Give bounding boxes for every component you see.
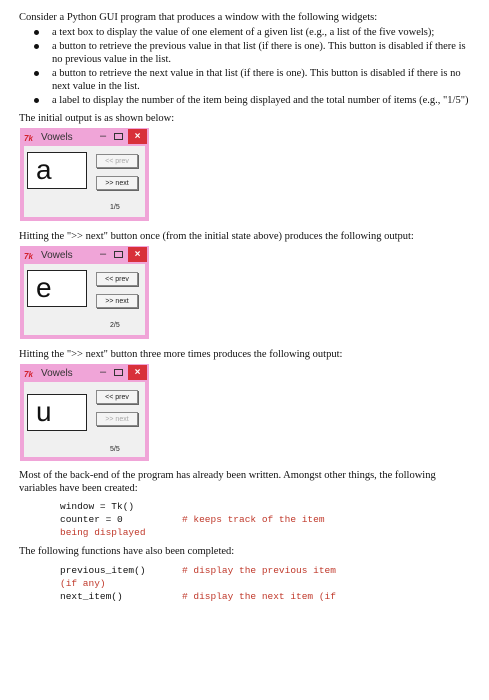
value-textbox[interactable]: u	[27, 394, 87, 431]
prev-button[interactable]: << prev	[96, 390, 138, 404]
code-comment: being displayed	[60, 527, 146, 538]
tk-feather-icon: 7k	[24, 370, 33, 379]
close-button[interactable]: ×	[128, 129, 147, 144]
window-client-area	[24, 382, 145, 457]
minimize-button[interactable]: –	[100, 248, 107, 260]
code-comment: (if any)	[60, 578, 106, 589]
close-button[interactable]: ×	[128, 247, 147, 262]
next-button[interactable]: >> next	[96, 412, 138, 426]
tk-feather-icon: 7k	[24, 134, 33, 143]
minimize-button[interactable]: –	[100, 366, 107, 378]
counter-label: 5/5	[110, 446, 120, 453]
code-line: previous_item() # display the previous item	[60, 565, 336, 576]
vowels-window-final	[20, 364, 149, 461]
maximize-button[interactable]	[114, 251, 123, 258]
bullet-icon	[34, 44, 39, 49]
maximize-button[interactable]	[114, 133, 123, 140]
value-textbox[interactable]: e	[27, 270, 87, 307]
tk-feather-icon: 7k	[24, 252, 33, 261]
close-button[interactable]: ×	[128, 365, 147, 380]
window-title-bar	[20, 364, 149, 382]
caption-after-three: Hitting the ">> next" button three more times produces the following output:	[19, 349, 343, 360]
code-line: next_item() # display the next item (if	[60, 591, 336, 602]
vowels-window-second	[20, 246, 149, 339]
counter-label: 2/5	[110, 322, 120, 329]
code-line: window = Tk()	[60, 501, 135, 512]
maximize-button[interactable]	[114, 369, 123, 376]
caption-functions: The following functions have also been completed:	[19, 546, 235, 557]
window-client-area	[24, 146, 145, 217]
list-item: a label to display the number of the item being displayed and the total number of items (e.g., "1/5")	[19, 94, 474, 107]
prev-button[interactable]: << prev	[96, 272, 138, 286]
window-title: Vowels	[41, 368, 73, 379]
list-item: a button to retrieve the previous value in that list (if there is one). This button is disabled if there is no previous value in the list.	[19, 40, 474, 66]
code-block-variables	[19, 500, 474, 539]
window-client-area	[24, 264, 145, 335]
intro-paragraph: Consider a Python GUI program that produces a window with the following widgets:	[19, 12, 378, 23]
window-title-bar	[20, 128, 149, 146]
window-title: Vowels	[41, 250, 73, 261]
bullet-icon	[34, 98, 39, 103]
code-block-functions	[19, 564, 474, 603]
caption-initial: The initial output is as shown below:	[19, 113, 175, 124]
prev-button[interactable]: << prev	[96, 154, 138, 168]
code-comment: # keeps track of the item	[182, 514, 325, 525]
next-button[interactable]: >> next	[96, 176, 138, 190]
list-item: a button to retrieve the next value in that list (if there is one). This button is disabled if there is no next value in the list.	[19, 67, 474, 93]
widget-list	[19, 26, 474, 107]
next-button[interactable]: >> next	[96, 294, 138, 308]
caption-after-one: Hitting the ">> next" button once (from the initial state above) produces the following output:	[19, 231, 414, 242]
value-textbox[interactable]: a	[27, 152, 87, 189]
code-comment: # display the previous item	[182, 565, 336, 576]
window-title-bar	[20, 246, 149, 264]
code-comment: # display the next item (if	[182, 591, 336, 602]
minimize-button[interactable]: –	[100, 130, 107, 142]
vowels-window-initial	[20, 128, 149, 221]
counter-label: 1/5	[110, 204, 120, 211]
window-title: Vowels	[41, 132, 73, 143]
document	[19, 11, 474, 603]
list-item: a text box to display the value of one element of a given list (e.g., a list of the five vowels);	[19, 26, 474, 39]
code-line: counter = 0 # keeps track of the item	[60, 514, 325, 525]
caption-backend: Most of the back-end of the program has already been written. Amongst other things, the following variables have been created:	[19, 470, 436, 494]
bullet-icon	[34, 71, 39, 76]
bullet-icon	[34, 30, 39, 35]
